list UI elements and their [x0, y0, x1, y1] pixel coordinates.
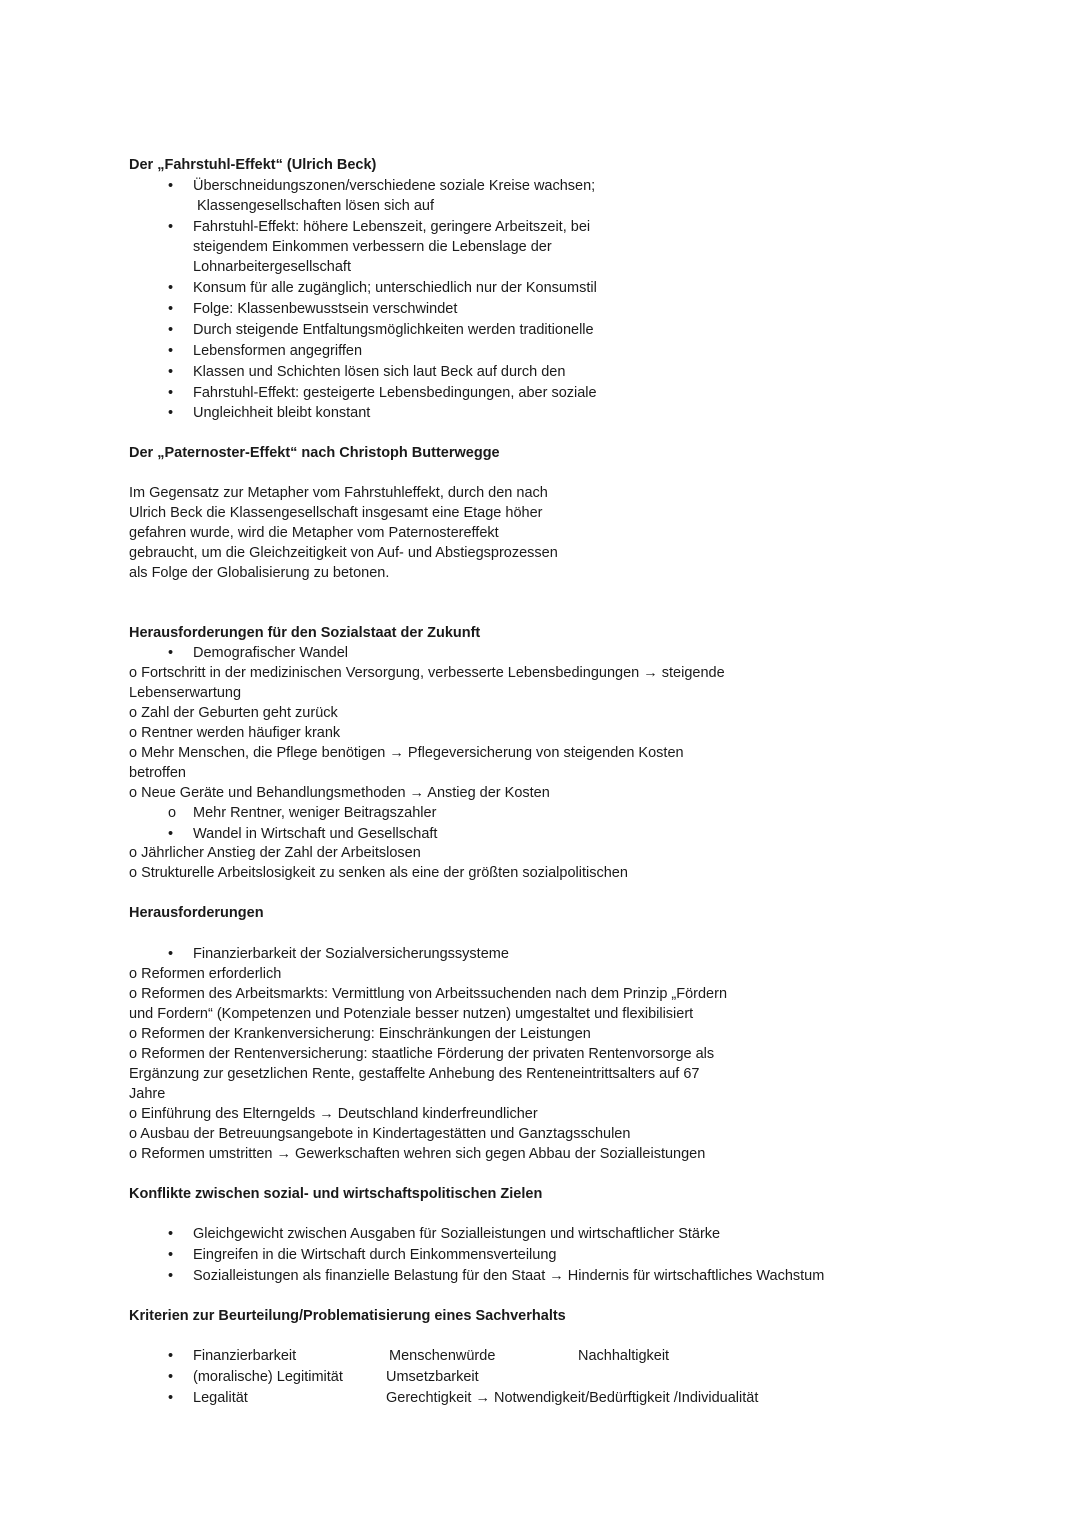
list-item: Überschneidungszonen/verschiedene soziale Kreise wachsen; — [193, 178, 596, 194]
bullet-icon: • — [168, 826, 174, 842]
list-item: Mehr Rentner, weniger Beitragszahler — [193, 805, 437, 821]
list-item-continuation: Lohnarbeitergesellschaft — [193, 259, 351, 275]
list-item-continuation: steigendem Einkommen verbessern die Lebenslage der — [193, 239, 552, 255]
sub-item-continuation: und Fordern“ (Kompetenzen und Potenziale besser nutzen) umgestaltet und flexibilisiert — [129, 1006, 694, 1022]
bullet-icon: • — [168, 385, 174, 401]
sub-item: o Reformen der Rentenversicherung: staatliche Förderung der privaten Rentenvorsorge als — [129, 1046, 715, 1062]
sub-item: o Reformen des Arbeitsmarkts: Vermittlung von Arbeitssuchenden nach dem Prinzip „Fördern — [129, 986, 728, 1002]
sub-item-continuation: Ergänzung zur gesetzlichen Rente, gestaffelte Anhebung des Renteneintrittsalters auf 67 — [129, 1066, 700, 1082]
criteria-item: Gerechtigkeit → Notwendigkeit/Bedürftigkeit /Individualität — [386, 1390, 759, 1406]
list-item: Folge: Klassenbewusstsein verschwindet — [193, 301, 458, 317]
sub-item: o Einführung des Elterngelds → Deutschland kinderfreundlicher — [129, 1106, 538, 1122]
sub-item: o Ausbau der Betreuungsangebote in Kindertagestätten und Ganztagsschulen — [129, 1126, 631, 1142]
bullet-icon: • — [168, 301, 174, 317]
sub-item: o Mehr Menschen, die Pflege benötigen → Pflegeversicherung von steigenden Kosten — [129, 745, 684, 761]
list-item: Demografischer Wandel — [193, 645, 348, 661]
sub-item: o Zahl der Geburten geht zurück — [129, 705, 338, 721]
list-item: Fahrstuhl-Effekt: gesteigerte Lebensbedingungen, aber soziale — [193, 385, 597, 401]
heading-zukunft: Herausforderungen für den Sozialstaat der Zukunft — [129, 625, 481, 641]
sub-item-continuation: Lebenserwartung — [129, 685, 242, 701]
list-item: Klassen und Schichten lösen sich laut Beck auf durch den — [193, 364, 566, 380]
criteria-item: Nachhaltigkeit — [578, 1348, 670, 1364]
criteria-item: Legalität — [193, 1390, 248, 1406]
bullet-icon: • — [168, 322, 174, 338]
bullet-icon: • — [168, 1226, 174, 1242]
heading-herausforderungen: Herausforderungen — [129, 905, 264, 921]
bullet-icon: • — [168, 1348, 174, 1364]
paragraph-line: Ulrich Beck die Klassengesellschaft insgesamt eine Etage höher — [129, 505, 543, 521]
list-item: Fahrstuhl-Effekt: höhere Lebenszeit, geringere Arbeitszeit, bei — [193, 219, 591, 235]
bullet-icon: • — [168, 1268, 174, 1284]
bullet-icon: • — [168, 405, 174, 421]
bullet-icon: • — [168, 946, 174, 962]
list-item: Konsum für alle zugänglich; unterschiedlich nur der Konsumstil — [193, 280, 597, 296]
sub-item-continuation: Jahre — [129, 1086, 166, 1102]
criteria-item: Menschenwürde — [389, 1348, 496, 1364]
list-item: Eingreifen in die Wirtschaft durch Einkommensverteilung — [193, 1247, 557, 1263]
list-item: Ungleichheit bleibt konstant — [193, 405, 371, 421]
sub-item-continuation: betroffen — [129, 765, 186, 781]
heading-konflikte: Konflikte zwischen sozial- und wirtschaftspolitischen Zielen — [129, 1186, 543, 1202]
sub-item: o Neue Geräte und Behandlungsmethoden → Anstieg der Kosten — [129, 785, 550, 801]
paragraph-line: gebraucht, um die Gleichzeitigkeit von Auf- und Abstiegsprozessen — [129, 545, 558, 561]
criteria-item: (moralische) Legitimität — [193, 1369, 343, 1385]
paragraph-line: Im Gegensatz zur Metapher vom Fahrstuhleffekt, durch den nach — [129, 485, 548, 501]
heading-paternoster: Der „Paternoster-Effekt“ nach Christoph Butterwegge — [129, 445, 500, 461]
list-item-continuation: Klassengesellschaften lösen sich auf — [197, 198, 434, 214]
sub-item: o Fortschritt in der medizinischen Versorgung, verbesserte Lebensbedingungen → steigende — [129, 665, 725, 681]
circle-bullet-icon: o — [168, 805, 177, 821]
list-item: Durch steigende Entfaltungsmöglichkeiten werden traditionelle — [193, 322, 594, 338]
criteria-item: Finanzierbarkeit — [193, 1348, 297, 1364]
sub-item: o Strukturelle Arbeitslosigkeit zu senken als eine der größten sozialpolitischen — [129, 865, 628, 881]
heading-kriterien: Kriterien zur Beurteilung/Problematisierung eines Sachverhalts — [129, 1308, 566, 1324]
bullet-icon: • — [168, 645, 174, 661]
list-item: Lebensformen angegriffen — [193, 343, 363, 359]
bullet-icon: • — [168, 219, 174, 235]
heading-fahrstuhl: Der „Fahrstuhl-Effekt“ (Ulrich Beck) — [129, 157, 377, 173]
sub-item: o Reformen umstritten → Gewerkschaften wehren sich gegen Abbau der Sozialleistungen — [129, 1146, 706, 1162]
list-item: Wandel in Wirtschaft und Gesellschaft — [193, 826, 438, 842]
bullet-icon: • — [168, 1390, 174, 1406]
bullet-icon: • — [168, 178, 174, 194]
criteria-item: Umsetzbarkeit — [386, 1369, 479, 1385]
paragraph-line: gefahren wurde, wird die Metapher vom Paternostereffekt — [129, 525, 499, 541]
bullet-icon: • — [168, 343, 174, 359]
bullet-icon: • — [168, 1247, 174, 1263]
sub-item: o Jährlicher Anstieg der Zahl der Arbeitslosen — [129, 845, 421, 861]
sub-item: o Reformen der Krankenversicherung: Einschränkungen der Leistungen — [129, 1026, 591, 1042]
paragraph-line: als Folge der Globalisierung zu betonen. — [129, 565, 390, 581]
list-item: Finanzierbarkeit der Sozialversicherungssysteme — [193, 946, 509, 962]
list-item: Gleichgewicht zwischen Ausgaben für Sozialleistungen und wirtschaftlicher Stärke — [193, 1226, 721, 1242]
bullet-icon: • — [168, 280, 174, 296]
sub-item: o Reformen erforderlich — [129, 966, 282, 982]
sub-item: o Rentner werden häufiger krank — [129, 725, 341, 741]
bullet-icon: • — [168, 364, 174, 380]
list-item: Sozialleistungen als finanzielle Belastung für den Staat → Hindernis für wirtschaftliches Wachstum — [193, 1268, 825, 1284]
bullet-icon: • — [168, 1369, 174, 1385]
